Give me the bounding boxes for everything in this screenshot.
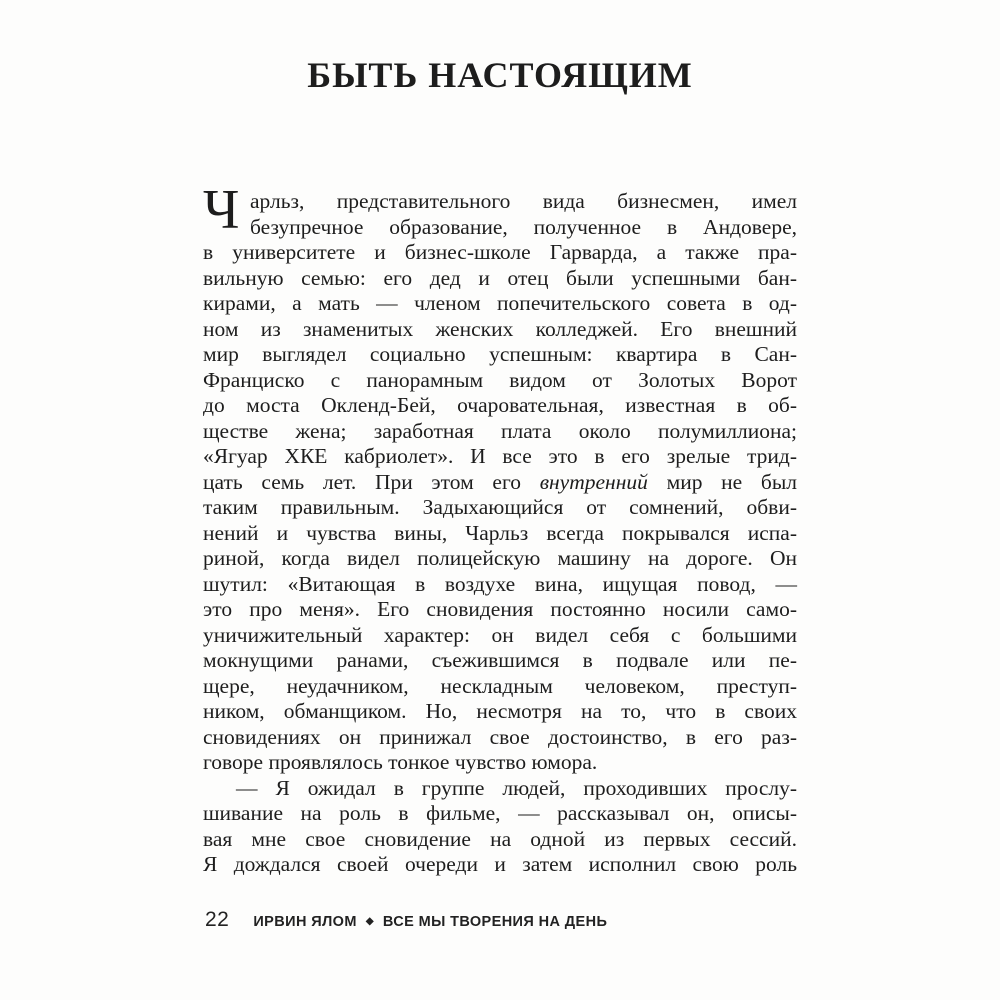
text-line: нений и чувства вины, Чарльз всегда покрывался испа- [203,520,797,545]
text-line: уничижительный характер: он видел себя с большими [203,622,797,647]
text-line: «Ягуар ХКЕ кабриолет». И все это в его зрелые трид- [203,444,797,468]
text-line: говоре проявлялось тонкое чувство юмора. [203,750,598,774]
page-footer [205,908,607,932]
chapter-title: БЫТЬ НАСТОЯЩИМ [307,55,693,95]
text-line: таким правильным. Задыхающийся от сомнений, обви- [203,495,797,519]
text-line: мокнущими ранами, съежившимся в подвале или пе- [203,648,797,672]
text-line: шутил: «Витающая в воздухе вина, ищущая повод, — [203,571,797,596]
text-line: щере, неудачником, нескладным человеком, преступ- [203,673,797,698]
text-line: мир выглядел социально успешным: квартира в Сан- [203,342,797,366]
author-name: ИРВИН ЯЛОМ [253,914,357,930]
book-title: ВСЕ МЫ ТВОРЕНИЯ НА ДЕНЬ [382,914,608,930]
running-title [253,914,607,930]
text-line: в университете и бизнес-школе Гарварда, а также пра- [203,240,797,264]
text-line: вая мне свое сновидение на одной из первых сессий. [203,826,797,851]
text-line: арльз, представительного вида бизнесмен, имел [250,189,797,213]
body-text [203,179,797,878]
text-line: риной, когда видел полицейскую машину на дороге. Он [203,546,797,570]
text-line: кирами, а мать — членом попечительского совета в од- [203,291,797,315]
text-line: цать семь лет. При этом его внутренний мир не был [203,469,797,494]
drop-cap: Ч [203,179,240,241]
text-line: — Я ожидал в группе людей, проходивших прослу- [236,775,797,800]
text-line: до моста Окленд-Бей, очаровательная, известная в об- [203,393,797,417]
text-line: ществе жена; заработная плата около полумиллиона; [203,418,797,443]
text-line: ном из знаменитых женских колледжей. Его внешний [203,316,797,341]
paragraph [203,179,797,776]
text-line: безупречное образование, полученное в Андовере, [250,214,797,239]
text-line: сновидениях он принижал свое достоинство, в его раз- [203,724,797,749]
paragraph [203,776,797,878]
text-line: Я дождался своей очереди и затем исполнил свою роль [203,852,797,876]
text-line: это про меня». Его сновидения постоянно носили само- [203,597,797,621]
diamond-icon: ◆ [365,916,374,927]
page-number: 22 [205,908,230,931]
text-line: вильную семью: его дед и отец были успешными бан- [203,265,797,290]
text-line: Франциско с панорамным видом от Золотых Ворот [203,367,797,392]
text-line: шивание на роль в фильме, — рассказывал он, описы- [203,801,797,825]
text-line: ником, обманщиком. Но, несмотря на то, что в своих [203,699,797,723]
